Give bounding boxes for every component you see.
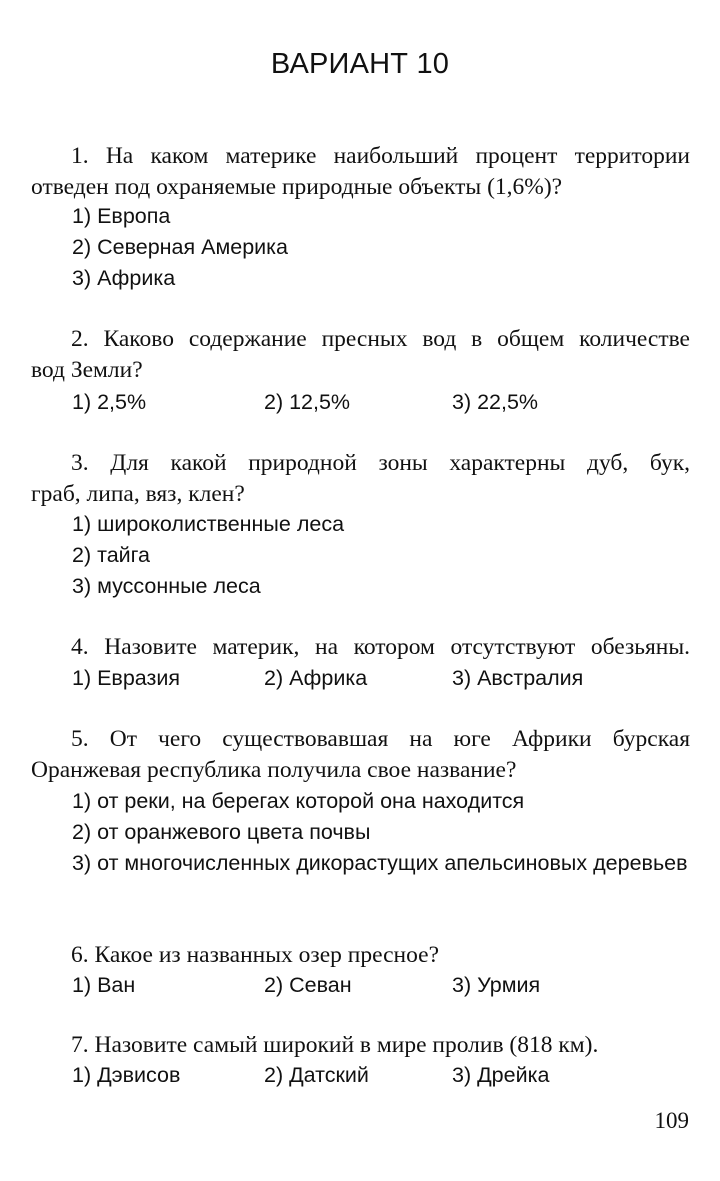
question-5-option-1: 1) от реки, на берегах которой она находится: [72, 789, 525, 813]
question-3: [31, 448, 690, 510]
question-3-option-1: 1) широколиственные леса: [72, 512, 345, 536]
question-2-option-1: 1) 2,5%: [72, 390, 147, 414]
question-3-option-2: 2) тайга: [72, 543, 150, 567]
question-3-option-3: 3) муссонные леса: [72, 574, 261, 598]
question-6: [31, 940, 690, 971]
question-2-option-3: 3) 22,5%: [452, 390, 539, 414]
question-5-options-a: [72, 786, 524, 848]
question-6-option-1: 1) Ван: [72, 973, 136, 997]
question-3-options: [72, 509, 344, 602]
question-1-option-2: 2) Северная Америка: [72, 235, 288, 259]
question-4-options: [72, 663, 692, 694]
question-5-text-line2: Оранжевая республика получила свое название?: [31, 757, 517, 783]
question-3-text-line2: граб, липа, вяз, клен?: [31, 481, 245, 507]
page-title: ВАРИАНТ 10: [270, 48, 450, 80]
question-7-options: [72, 1060, 692, 1091]
question-5-text-line1: 5. От чего существовавшая на юге Африки бурская: [71, 726, 690, 752]
question-4-option-1: 1) Евразия: [72, 666, 181, 690]
question-5-option-2: 2) от оранжевого цвета почвы: [72, 820, 371, 844]
question-4-option-3: 3) Австралия: [452, 666, 584, 690]
question-7: [31, 1030, 690, 1061]
question-1: [31, 141, 690, 203]
question-7-option-2: 2) Датский: [264, 1063, 369, 1087]
question-7-option-1: 1) Дэвисов: [72, 1063, 181, 1087]
question-3-text-line1: 3. Для какой природной зоны характерны дуб, бук,: [71, 450, 690, 476]
question-7-option-3: 3) Дрейка: [452, 1063, 550, 1087]
question-2-text-line1: 2. Каково содержание пресных вод в общем количестве: [71, 326, 690, 352]
question-4-text-line1: 4. Назовите материк, на котором отсутствуют обезьяны.: [71, 634, 690, 660]
page-number: 109: [654, 1108, 689, 1133]
question-6-option-2: 2) Севан: [264, 973, 352, 997]
question-1-option-3: 3) Африка: [72, 266, 176, 290]
question-2: [31, 324, 690, 386]
question-1-options: [72, 201, 288, 294]
question-2-options: [72, 387, 692, 418]
question-5: [31, 724, 690, 786]
question-6-option-3: 3) Урмия: [452, 973, 541, 997]
question-4: [31, 632, 690, 663]
question-7-text-line1: 7. Назовите самый широкий в мире пролив (818 км).: [71, 1032, 599, 1058]
question-2-option-2: 2) 12,5%: [264, 390, 351, 414]
question-1-text-line1: 1. На каком материке наибольший процент территории: [71, 143, 690, 169]
question-1-option-1: 1) Европа: [72, 204, 171, 228]
question-2-text-line2: вод Земли?: [31, 357, 143, 383]
question-6-text-line1: 6. Какое из названных озер пресное?: [71, 942, 440, 968]
question-6-options: [72, 970, 692, 1001]
question-5-option-3: 3) от многочисленных дикорастущих апельсиновых деревьев: [72, 851, 688, 875]
question-1-text-line2: отведен под охраняемые природные объекты (1,6%)?: [31, 174, 563, 200]
question-4-option-2: 2) Африка: [264, 666, 368, 690]
